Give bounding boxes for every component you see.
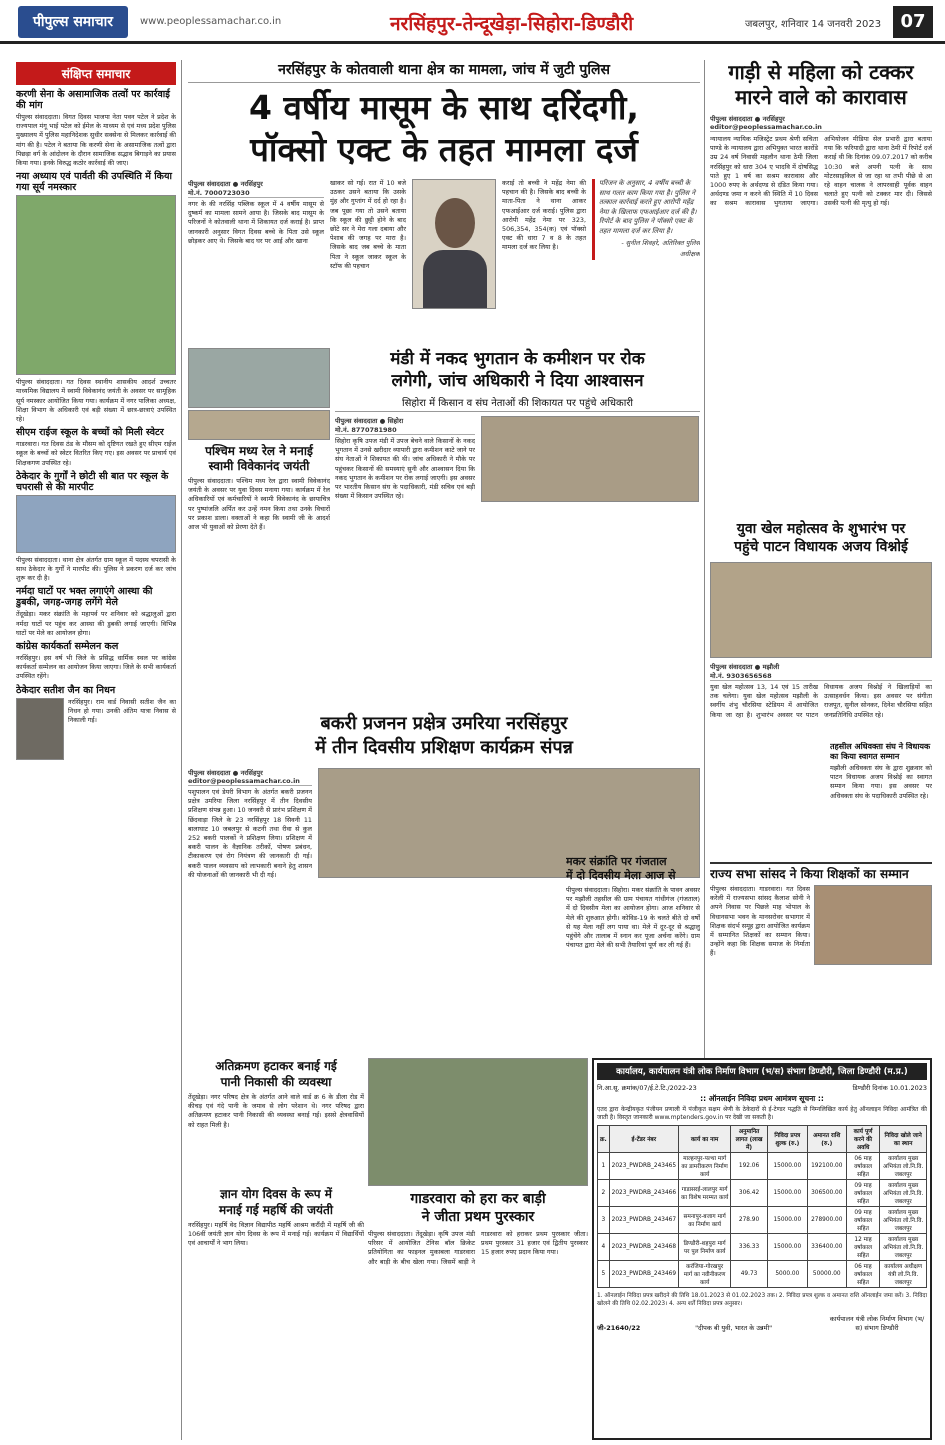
obituary-photo <box>16 698 176 760</box>
tender-cell: 50000.00 <box>807 1261 846 1288</box>
goat-email[interactable]: editor@peoplessamachar.co.in <box>188 777 312 786</box>
tender-cell: 278.90 <box>731 1207 768 1234</box>
lead-text-1: नगर के की नरसिंह पब्लिक स्कूल में 4 वर्षीय मासूम से दुष्कर्म का मामला सामने आया है। जिसके बाद मासूम के परिजनों ने कोतवाली थाना में शिकायत दर्ज कराई है। प्राप्त जानकारी अनुसार विगत दिवस बच्चे के पिता उसे स्कूल छोड़कर आए थे। जिसके बाद घर पर आई और खाना <box>188 200 324 245</box>
vivekanand-story <box>188 348 330 648</box>
tender-cell: 15000.00 <box>767 1153 807 1180</box>
masthead <box>0 0 945 44</box>
tender-col-header: कार्य पूर्ण करने की अवधि <box>846 1126 880 1153</box>
tender-cell: 2023_PWDRB_243465 <box>609 1153 678 1180</box>
vivekanand-text: पीपुल्स संवाददाता। पश्चिम मध्य रेल द्वारा स्वामी विवेकानंद जयंती के अवसर पर युवा दिवस मनाया गया। कार्यक्रम में रेल अधिकारियों एवं कर्मचारियों ने स्वामी विवेकानंद के छायाचित्र पर पुष्पांजलि अर्पित कर उन्हें नमन किया तथा उनके विचारों पर प्रकाश डाला। वक्ताओं ने कहा कि स्वामी जी के आदर्श आज भी युवाओं को प्रेरणा देते हैं। <box>188 477 330 532</box>
brief-headline: ठेकेदार के गुर्गों ने छोटी सी बात पर स्कूल के चपरासी से की मारपीट <box>16 470 169 493</box>
mp-headline: राज्य सभा सांसद ने किया शिक्षकों का सम्मान <box>710 862 932 882</box>
railway-photo-2 <box>188 410 330 440</box>
tender-col-header: क्र. <box>598 1126 610 1153</box>
briefs-column <box>16 62 176 1442</box>
drain-story <box>188 1058 364 1183</box>
goat-col-1 <box>188 768 312 1028</box>
tender-date: डिण्डौरी दिनांक 10.01.2023 <box>852 1084 927 1092</box>
brief-headline: करणी सेना के असामाजिक तत्वों पर कार्रवाई की मांग <box>16 89 170 111</box>
brief-item <box>16 171 176 424</box>
tender-code: जी-21640/22 <box>597 1324 641 1332</box>
tender-cell: 15000.00 <box>767 1234 807 1261</box>
tender-cell: 278900.00 <box>807 1207 846 1234</box>
tender-cell: 192.06 <box>731 1153 768 1180</box>
tender-cell: गाडासरई-लालपुर मार्ग का विशेष मरम्मत कार्य <box>679 1180 731 1207</box>
youth-festival-photo <box>710 562 932 658</box>
tender-cell: 306.42 <box>731 1180 768 1207</box>
sankranti-story <box>566 855 700 1040</box>
brief-item <box>16 586 176 638</box>
accident-text: न्यायालय न्यायिक मजिस्ट्रेट प्रथम श्रेणी सचिता पाण्डे के न्यायालय द्वारा अभियुक्त भारत कारोंडे उम्र 24 वर्ष निवासी महलौन थाना ठेमी जिला नरसिंहपुर को धारा 304 ए भादवि में दोषसिद्ध पाते हुए 1 वर्ष का सश्रम कारावास और 1000 रुपए के अर्थदण्ड से दंडित किया गया। अर्थदण्ड जमा न करने की स्थिति में 10 दिवस का सश्रम कारावास भुगताया जाएगा। अभियोजन मीडिया सेल प्रभारी द्वारा बताया गया कि फरियादी द्वारा थाना ठेमी में रिपोर्ट दर्ज कराई थी कि दिनांक 09.07.2017 को करीब 10:30 बजे अपनी पत्नी के साथ मोटरसाइकिल से जा रहा था तभी पीछे से आ रहे वाहन चालक ने लापरवाही पूर्वक वाहन चलाते हुए पत्नी को टक्कर मार दी। जिससे उसकी पत्नी की मृत्यु हो गई। <box>710 135 932 208</box>
mp-text: पीपुल्स संवाददाता। गाडरवारा। गत दिवस करेली में राज्यसभा सांसद कैलाश सोनी ने अपने निवास पर पिछले माह भोपाल के विधानसभा भवन के मानसरोवर सभागार में शिक्षक संदर्भ समूह द्वारा आयोजित कार्यक्रम में सम्मानित शिक्षकों का सम्मान किया। उन्होंने कहा कि शिक्षक समाज के निर्माता हैं। <box>710 885 810 958</box>
accident-headline-2: मारने वाले को कारावास <box>735 85 907 109</box>
mp-teachers-photo <box>814 885 932 965</box>
cricket-story <box>368 1058 588 1438</box>
mandi-subhead: सिहोरा में किसान व संघ नेताओं की शिकायत पर पहुंचे अधिकारी <box>335 395 700 412</box>
mandi-photo <box>481 416 699 502</box>
brief-text: पीपुल्स संवाददाता। गत दिवस स्थानीय शासकीय आदर्श उच्चतर माध्यमिक विद्यालय में स्वामी विवेकानंद जयंती के अवसर पर सामूहिक सूर्य नमस्कार आयोजित किया गया। कार्यक्रम में नगर पालिका अध्यक्ष, शिक्षा विभाग के अधिकारी एवं बड़ी संख्या में छात्र-छात्राएं उपस्थित रहे। <box>16 378 176 424</box>
brief-headline: नर्मदा घाटों पर भक्त लगाएंगे आस्था की डुबकी, जगह-जगह लगेंगे मेले <box>16 586 153 609</box>
tender-row <box>598 1180 927 1207</box>
cricket-team-photo <box>368 1058 588 1186</box>
mandi-phone: मो.नं. 8770781980 <box>335 425 475 435</box>
tender-cell: 15000.00 <box>767 1180 807 1207</box>
brief-text: तेंदूखेड़ा। मकर संक्रांति के महापर्व पर शनिवार को श्रद्धालुओं द्वारा नर्मदा घाटों पर पहुंच कर आस्था की डुबकी लगाई जाएगी। विभिन्न घाटों पर मेले का आयोजन होगा। <box>16 610 176 637</box>
lead-quote: परिजन के अनुसार, 4 वर्षीय बच्ची के साथ गलत काम किया गया है। पुलिस ने तत्काल कार्रवाई करते हुए आरोपी महेंद्र नेमा के खिलाफ एफआईआर दर्ज की है। रिपोर्ट के बाद पुलिस ने पॉक्सो एक्ट के तहत मामला दर्ज कर लिया है। <box>599 179 697 235</box>
brief-item <box>16 471 176 584</box>
mandi-text: सिहोरा कृषि उपज मंडी में उपज बेचने वाले किसानों के नकद भुगतान में उनसे खरीदार व्यापारी द्वारा कमीशन काटे जाने पर संघ नेताओं ने शिकायत की थी। जांच अधिकारी ने मौके पर पहुंचकर किसानों की समस्याएं सुनी और आश्वासन दिया कि नकद भुगतान के कमीशन पर रोक लगाई जाएगी। इस अवसर पर भारतीय किसान संघ के पदाधिकारी, मंडी सचिव एवं बड़ी संख्या में किसान उपस्थित रहे। <box>335 437 475 501</box>
cricket-headline-2: ने जीता प्रथम पुरस्कार <box>421 1209 535 1225</box>
accident-headline-1: गाड़ी से महिला को टक्कर <box>728 60 914 84</box>
brief-item <box>16 641 176 682</box>
tender-row <box>598 1207 927 1234</box>
lead-kicker: नरसिंहपुर के कोतवाली थाना क्षेत्र का मामला, जांच में जुटी पुलिस <box>188 60 700 83</box>
tehsil-text: मझौली अधिवक्ता संघ के द्वारा शुक्रवार को पाटन विधायक अजय विश्नोई का स्वागत सम्मान किया गया। इस अवसर पर अधिवक्ता संघ के पदाधिकारी उपस्थित रहे। <box>830 764 932 800</box>
brief-headline: कांग्रेस कार्यकर्ता सम्मेलन कल <box>16 641 119 653</box>
tender-notes: 1. ऑनलाईन निविदा प्रपत्र खरीदने की तिथि 18.01.2023 से 01.02.2023 तक। 2. निविदा प्रपत्र शुल्क व अमानत राशि ऑनलाईन जमा करें। 3. निविदा खोलने की तिथि 02.02.2023। 4. अन्य शर्तें निविदा प्रपत्र अनुसार। <box>597 1293 927 1307</box>
vivekanand-headline-1: पश्चिम मध्य रेल ने मनाई <box>205 444 313 458</box>
gyan-headline-2: मनाई गई महर्षि की जयंती <box>219 1203 333 1217</box>
cricket-headline-1: गाडरवारा को हरा कर बाड़ी <box>410 1191 546 1207</box>
gyan-headline-1: ज्ञान योग दिवस के रूप में <box>220 1187 332 1201</box>
tender-cell: कार्यालय मुख्य अभियंता लो.नि.वि. जबलपुर <box>880 1153 927 1180</box>
tender-office: कार्यालय, कार्यपालन यंत्री लोक निर्माण विभाग (भ/स) संभाग डिण्डौरी, जिला डिण्डौरी (म.प्र.) <box>597 1063 927 1080</box>
tender-cell: 306500.00 <box>807 1180 846 1207</box>
tender-cell: 336400.00 <box>807 1234 846 1261</box>
tender-cell: कार्यालय मुख्य अभियंता लो.नि.वि. जबलपुर <box>880 1207 927 1234</box>
tender-col-header: अमानत राशि (रु.) <box>807 1126 846 1153</box>
tender-ref: नि.आ.सू. क्रमांक/07/ई.टे.टि./2022-23 <box>597 1084 697 1092</box>
tender-col-header: ई-टेंडर नंबर <box>609 1126 678 1153</box>
tender-cell: 2 <box>598 1180 610 1207</box>
tender-row <box>598 1261 927 1288</box>
goat-byline: पीपुल्स संवाददाता ● नरसिंहपुर <box>188 769 263 777</box>
tender-cell: 12 माह वर्षाकाल सहित <box>846 1234 880 1261</box>
police-station-photo <box>16 495 176 553</box>
railway-photo <box>188 348 330 408</box>
tender-row <box>598 1234 927 1261</box>
brief-text: पीपुल्स संवाददाता। थाना क्षेत्र अंतर्गत ग्राम स्कूल में पदस्थ चपरासी के साथ ठेकेदार के गुर्गों ने मारपीट की। पुलिस ने प्रकरण दर्ज कर जांच शुरू कर दी है। <box>16 555 176 583</box>
tender-slogan: "दीपक बी युवी, भारत के उन्नमी" <box>695 1324 773 1332</box>
mandi-headline-1: मंडी में नकद भुगतान के कमीशन पर रोक <box>390 349 645 369</box>
gyan-yog-story <box>188 1186 364 1436</box>
brief-headline: नया अध्याय एवं पार्वती की उपस्थिति में किया गया सूर्य नमस्कार <box>16 171 172 194</box>
brief-headline: ठेकेदार सतीश जैन का निधन <box>16 684 116 696</box>
youth-headline-1: युवा खेल महोत्सव के शुभारंभ पर <box>736 521 906 537</box>
goat-text: पशुपालन एवं डेयरी विभाग के अंतर्गत बकरी प्रजनन प्रक्षेत्र उमरिया जिला नरसिंहपुर में तीन दिवसीय प्रशिक्षण संपन्न हुआ। 10 जनवरी से प्रारंभ प्रशिक्षण में छिंदवाड़ा जिले के 23 नरसिंहपुर 18 सिवनी 11 बालाघाट 10 जबलपुर से कटनी तथा रीवा से कुल 252 बकरी पालकों ने प्रशिक्षण लिया। प्रशिक्षण में बकरी पालन के वैज्ञानिक तरीकों, पोषण प्रबंधन, टीकाकरण एवं रोग नियंत्रण की जानकारी दी गई। बकरी पालन व्यवसाय को लाभकारी बनाने हेतु शासन की योजनाओं की जानकारी भी दी गई। <box>188 788 312 879</box>
lead-headline-2: पॉक्सो एक्ट के तहत मामला दर्ज <box>250 130 638 169</box>
tender-notice <box>592 1058 932 1440</box>
tender-cell: 3 <box>598 1207 610 1234</box>
surya-namaskar-photo <box>16 195 176 375</box>
tender-col-header: अनुमानित लागत (लाख में) <box>731 1126 768 1153</box>
drain-headline-2: पानी निकासी की व्यवस्था <box>220 1075 332 1089</box>
brief-headline: सीएम राईज स्कूल के बच्चों को मिली स्वेटर <box>16 427 164 439</box>
lead-story <box>188 60 700 345</box>
youth-text: युवा खेल महोत्सव 13, 14 एवं 15 तारीख तक चलेगा। युवा खेल महोत्सव मझौली के स्वर्गीय शंभु चौरसिया स्टेडियम में आयोजित किया जा रहा है। शुभारंभ अवसर पर पाटन विधायक अजय विश्नोई ने खिलाड़ियों का उत्साहवर्धन किया। इस अवसर पर संगीता राजपूत, सुनील सोनकर, दिनेश चौरसिया सहित जनप्रतिनिधि उपस्थित रहे। <box>710 683 932 719</box>
brief-item <box>16 685 176 760</box>
brief-item <box>16 89 176 168</box>
newspaper-logo[interactable]: पीपुल्स समाचार <box>18 6 128 38</box>
tender-cell: समनापुर-बजाग मार्ग का निर्माण कार्य <box>679 1207 731 1234</box>
dateline: जबलपुर, शनिवार 14 जनवरी 2023 <box>745 19 882 30</box>
mp-teachers-story <box>710 862 932 1052</box>
tender-cell: 336.33 <box>731 1234 768 1261</box>
tender-cell: 4 <box>598 1234 610 1261</box>
sankranti-headline-1: मकर संक्रांति पर गंजताल <box>566 855 667 868</box>
tehsil-story <box>830 742 932 862</box>
mandi-headline-2: लगेगी, जांच अधिकारी ने दिया आश्वासन <box>391 371 644 391</box>
tender-cell: 2023_PWDRB_243466 <box>609 1180 678 1207</box>
vivekanand-headline-2: स्वामी विवेकानंद जयंती <box>208 459 310 473</box>
lead-text-3: कराई तो बच्ची ने महेंद्र नेमा की पहचान की है। जिसके बाद बच्ची के माता-पिता ने थाना आकर एफआईआर दर्ज कराई। पुलिस द्वारा आरोपी महेंद्र नेमा पर 323, 506,354, 354(क) एवं पॉक्सो एक्ट की धारा 7 व 8 के तहत मामला दर्ज कर लिया है। <box>502 179 586 252</box>
tehsil-headline: तहसील अधिवक्ता संघ ने विधायक का किया स्वागत सम्मान <box>830 742 931 761</box>
tender-cell: डिण्डौरी-शहपुरा मार्ग पर पुल निर्माण कार्य <box>679 1234 731 1261</box>
youth-phone: मो.नं. 9303656568 <box>710 671 932 681</box>
tender-cell: 06 माह वर्षाकाल सहित <box>846 1153 880 1180</box>
tender-notice-title: :: ऑनलाईन निविदा प्रथम आमंत्रण सूचना :: <box>700 1094 824 1103</box>
brief-text: पीपुल्स संवाददाता। विगत दिवस भाजपा नेता पवन पटेल ने प्रदेश के राज्यपाल मंगू भाई पटेल को ईमेल के माध्यम से एवं मध्य प्रदेश पुलिस मुख्यालय में पुलिस महानिदेशक सुधीर सक्सेना से मिलकर कार्रवाई की मांग की है। पटेल ने बताया कि करणी सेना के असामाजिक तत्वों द्वारा पिछड़ा वर्ग के आंदोलन के दौरान सामाजिक सद्भाव बिगाड़ने का प्रयास किया गया। इनके विरुद्ध कठोर कार्रवाई की जाए। <box>16 113 176 168</box>
lead-quote-box <box>592 179 700 260</box>
youth-byline: पीपुल्स संवाददाता ● मझौली <box>710 663 780 671</box>
brief-text: नरसिंहपुर। इस वर्ष भी जिले के प्रसिद्ध धार्मिक स्थल पर कांग्रेस कार्यकर्ता सम्मेलन का आयोजन किया जाएगा। जिले के सभी कार्यकर्ता उपस्थित रहेंगे। <box>16 654 176 681</box>
briefs-title: संक्षिप्त समाचार <box>16 62 176 85</box>
website-url[interactable]: www.peoplessamachar.co.in <box>140 16 282 27</box>
drain-headline-1: अतिक्रमण हटाकर बनाई गई <box>215 1059 337 1073</box>
tender-row <box>598 1153 927 1180</box>
tender-cell: माल्हनपुर-पल्था मार्ग का डामरीकरण निर्माण कार्य <box>679 1153 731 1180</box>
lead-headline-1: 4 वर्षीय मासूम के साथ दरिंदगी, <box>249 88 639 127</box>
drain-text: तेंदूखेड़ा। नगर परिषद क्षेत्र के अंतर्गत आने वाले वार्ड क्र 6 के डीला रोड में कीचड़ एवं गंदे पानी के जमाव से लोग परेशान थे। नगर परिषद द्वारा अतिक्रमण हटाकर पानी निकासी की व्यवस्था बनाई गई। इससे क्षेत्रवासियों को राहत मिली है। <box>188 1093 364 1129</box>
tender-cell: 2023_PWDRB_243468 <box>609 1234 678 1261</box>
tender-cell: 2023_PWDRB_243469 <box>609 1261 678 1288</box>
gyan-text: नरसिंहपुर। महर्षि वेद विज्ञान विद्यापीठ महर्षि आश्रम करौंदी में महर्षि जी की 106वीं जयंती ज्ञान योग दिवस के रूप में मनाई गई। कार्यक्रम में विद्यार्थियों एवं आचार्यों ने भाग लिया। <box>188 1221 364 1248</box>
tender-col-header: निविदा प्रपत्र शुल्क (रु.) <box>767 1126 807 1153</box>
brief-text: नरसिंहपुर। राम वार्ड निवासी सतीश जैन का निधन हो गया। उनकी अंतिम यात्रा निवास से निकाली गई। <box>68 697 176 725</box>
tender-cell: 49.73 <box>731 1261 768 1288</box>
tender-intro: एतद द्वारा केन्द्रीयकृत पंजीयन प्रणाली में पंजीकृत सक्षम श्रेणी के ठेकेदारों से ई-टेण्डर पद्धति से निम्नलिखित कार्य हेतु ऑनलाइन निविदा आमंत्रित की जाती है। विस्तृत जानकारी www.mptenders.gov.in पर देखी जा सकती है। <box>597 1106 927 1121</box>
cricket-text: पीपुल्स संवाददाता। तेंदूखेड़ा। कृषि उपज मंडी परिसर में आयोजित टेनिस बॉल क्रिकेट प्रतियोगिता का फाइनल मुकाबला गाडरवारा और बाड़ी के बीच खेला गया। जिसमें बाड़ी ने गाडरवारा को हराकर प्रथम पुरस्कार जीता। प्रथम पुरस्कार 31 हजार एवं द्वितीय पुरस्कार 15 हजार रुपए प्रदान किया गया। <box>368 1230 588 1266</box>
section-title: नरसिंहपुर-तेन्दूखेड़ा-सिहोरा-डिण्डौरी <box>390 13 634 35</box>
tender-cell: 06 माह वर्षाकाल सहित <box>846 1261 880 1288</box>
tender-signature: कार्यपालन यंत्री लोक निर्माण विभाग (भ/स) संभाग डिण्डौरी <box>829 1315 925 1332</box>
tender-cell: 15000.00 <box>767 1207 807 1234</box>
mandi-col-1 <box>335 416 475 575</box>
accident-byline: पीपुल्स संवाददाता ● नरसिंहपुर <box>710 115 785 123</box>
mandi-byline: पीपुल्स संवाददाता ● सिहोरा <box>335 417 404 425</box>
tender-cell: 192100.00 <box>807 1153 846 1180</box>
tender-col-header: कार्य का नाम <box>679 1126 731 1153</box>
lead-col-1 <box>188 179 324 246</box>
tender-cell: 5000.00 <box>767 1261 807 1288</box>
tender-cell: कार्यालय मुख्य अभियंता लो.नि.वि. जबलपुर <box>880 1180 927 1207</box>
tender-cell: 5 <box>598 1261 610 1288</box>
accident-email[interactable]: editor@peoplessamachar.co.in <box>710 123 932 132</box>
youth-headline-2: पहुंचे पाटन विधायक अजय विश्नोई <box>734 539 908 555</box>
sankranti-text: पीपुल्स संवाददाता। सिहोरा। मकर संक्रांति के पावन अवसर पर मझौली तहसील की ग्राम पंचायत गांधीगंज (गंजताल) में दो दिवसीय मेला का आयोजन होगा। आज शनिवार से मेले की शुरुआत होगी। कोविड-19 के चलते बीते दो वर्षों से यह मेला नहीं लग पाया था। मेले में दूर-दूर से श्रद्धालु पहुंचेंगे और तालाब में स्नान कर पूजा अर्चना करेंगे। ग्राम पंचायत द्वारा मेले की सभी तैयारियां पूर्ण कर ली गई हैं। <box>566 886 700 950</box>
brief-item <box>16 427 176 468</box>
mandi-story <box>335 348 700 583</box>
tender-cell: 2023_PWDRB_243467 <box>609 1207 678 1234</box>
goat-headline-2: में तीन दिवसीय प्रशिक्षण कार्यक्रम संपन्न <box>315 737 573 758</box>
brief-text: गाडरवारा। गत दिवस ठंड के मौसम को दृष्टिगत रखते हुए सीएम राईज स्कूल के बच्चों को स्वेटर वितरित किए गए। इस अवसर पर प्राचार्य एवं शिक्षकगण उपस्थित रहे। <box>16 440 176 467</box>
page-number: 07 <box>893 6 933 38</box>
tender-cell: करंजिया-गोरखपुर मार्ग का नवीनीकरण कार्य <box>679 1261 731 1288</box>
lead-quote-author: - सुनील शिवहरे, अतिरिक्त पुलिस अधीक्षक <box>621 239 700 258</box>
tender-cell: कार्यालय मुख्य अभियंता लो.नि.वि. जबलपुर <box>880 1234 927 1261</box>
lead-text-2: खाकर सो गई। रात में 10 बजे उठकर उसने बताया कि उसके मुंह और गुप्तांग में दर्द हो रहा है। जब पूछा गया तो उसने बताया कि स्कूल की छुट्टी होने के बाद छोटे सर ने मेरा गला दबाया और पेशाब की जगह पर मारा है। जिसके बाद जब बच्चे के माता पिता ने स्कूल जाकर स्कूल के स्टॉफ की पहचान <box>330 179 406 270</box>
accused-photo <box>412 179 496 309</box>
sankranti-headline-2: में दो दिवसीय मेला आज से <box>566 869 676 882</box>
tender-col-header: निविदा खोले जाने का स्थान <box>880 1126 927 1153</box>
tender-table <box>597 1125 927 1288</box>
tender-cell: 09 माह वर्षाकाल सहित <box>846 1180 880 1207</box>
goat-headline-1: बकरी प्रजनन प्रक्षेत्र उमरिया नरसिंहपुर <box>320 713 568 734</box>
tender-cell: 09 माह वर्षाकाल सहित <box>846 1207 880 1234</box>
lead-phone: मो.नं. 7000723030 <box>188 188 324 198</box>
tender-cell: 1 <box>598 1153 610 1180</box>
lead-byline: पीपुल्स संवाददाता ● नरसिंहपुर <box>188 180 263 188</box>
tender-cell: कार्यालय अधीक्षण यंत्री लो.नि.वि. जबलपुर <box>880 1261 927 1288</box>
accident-story <box>710 60 932 518</box>
